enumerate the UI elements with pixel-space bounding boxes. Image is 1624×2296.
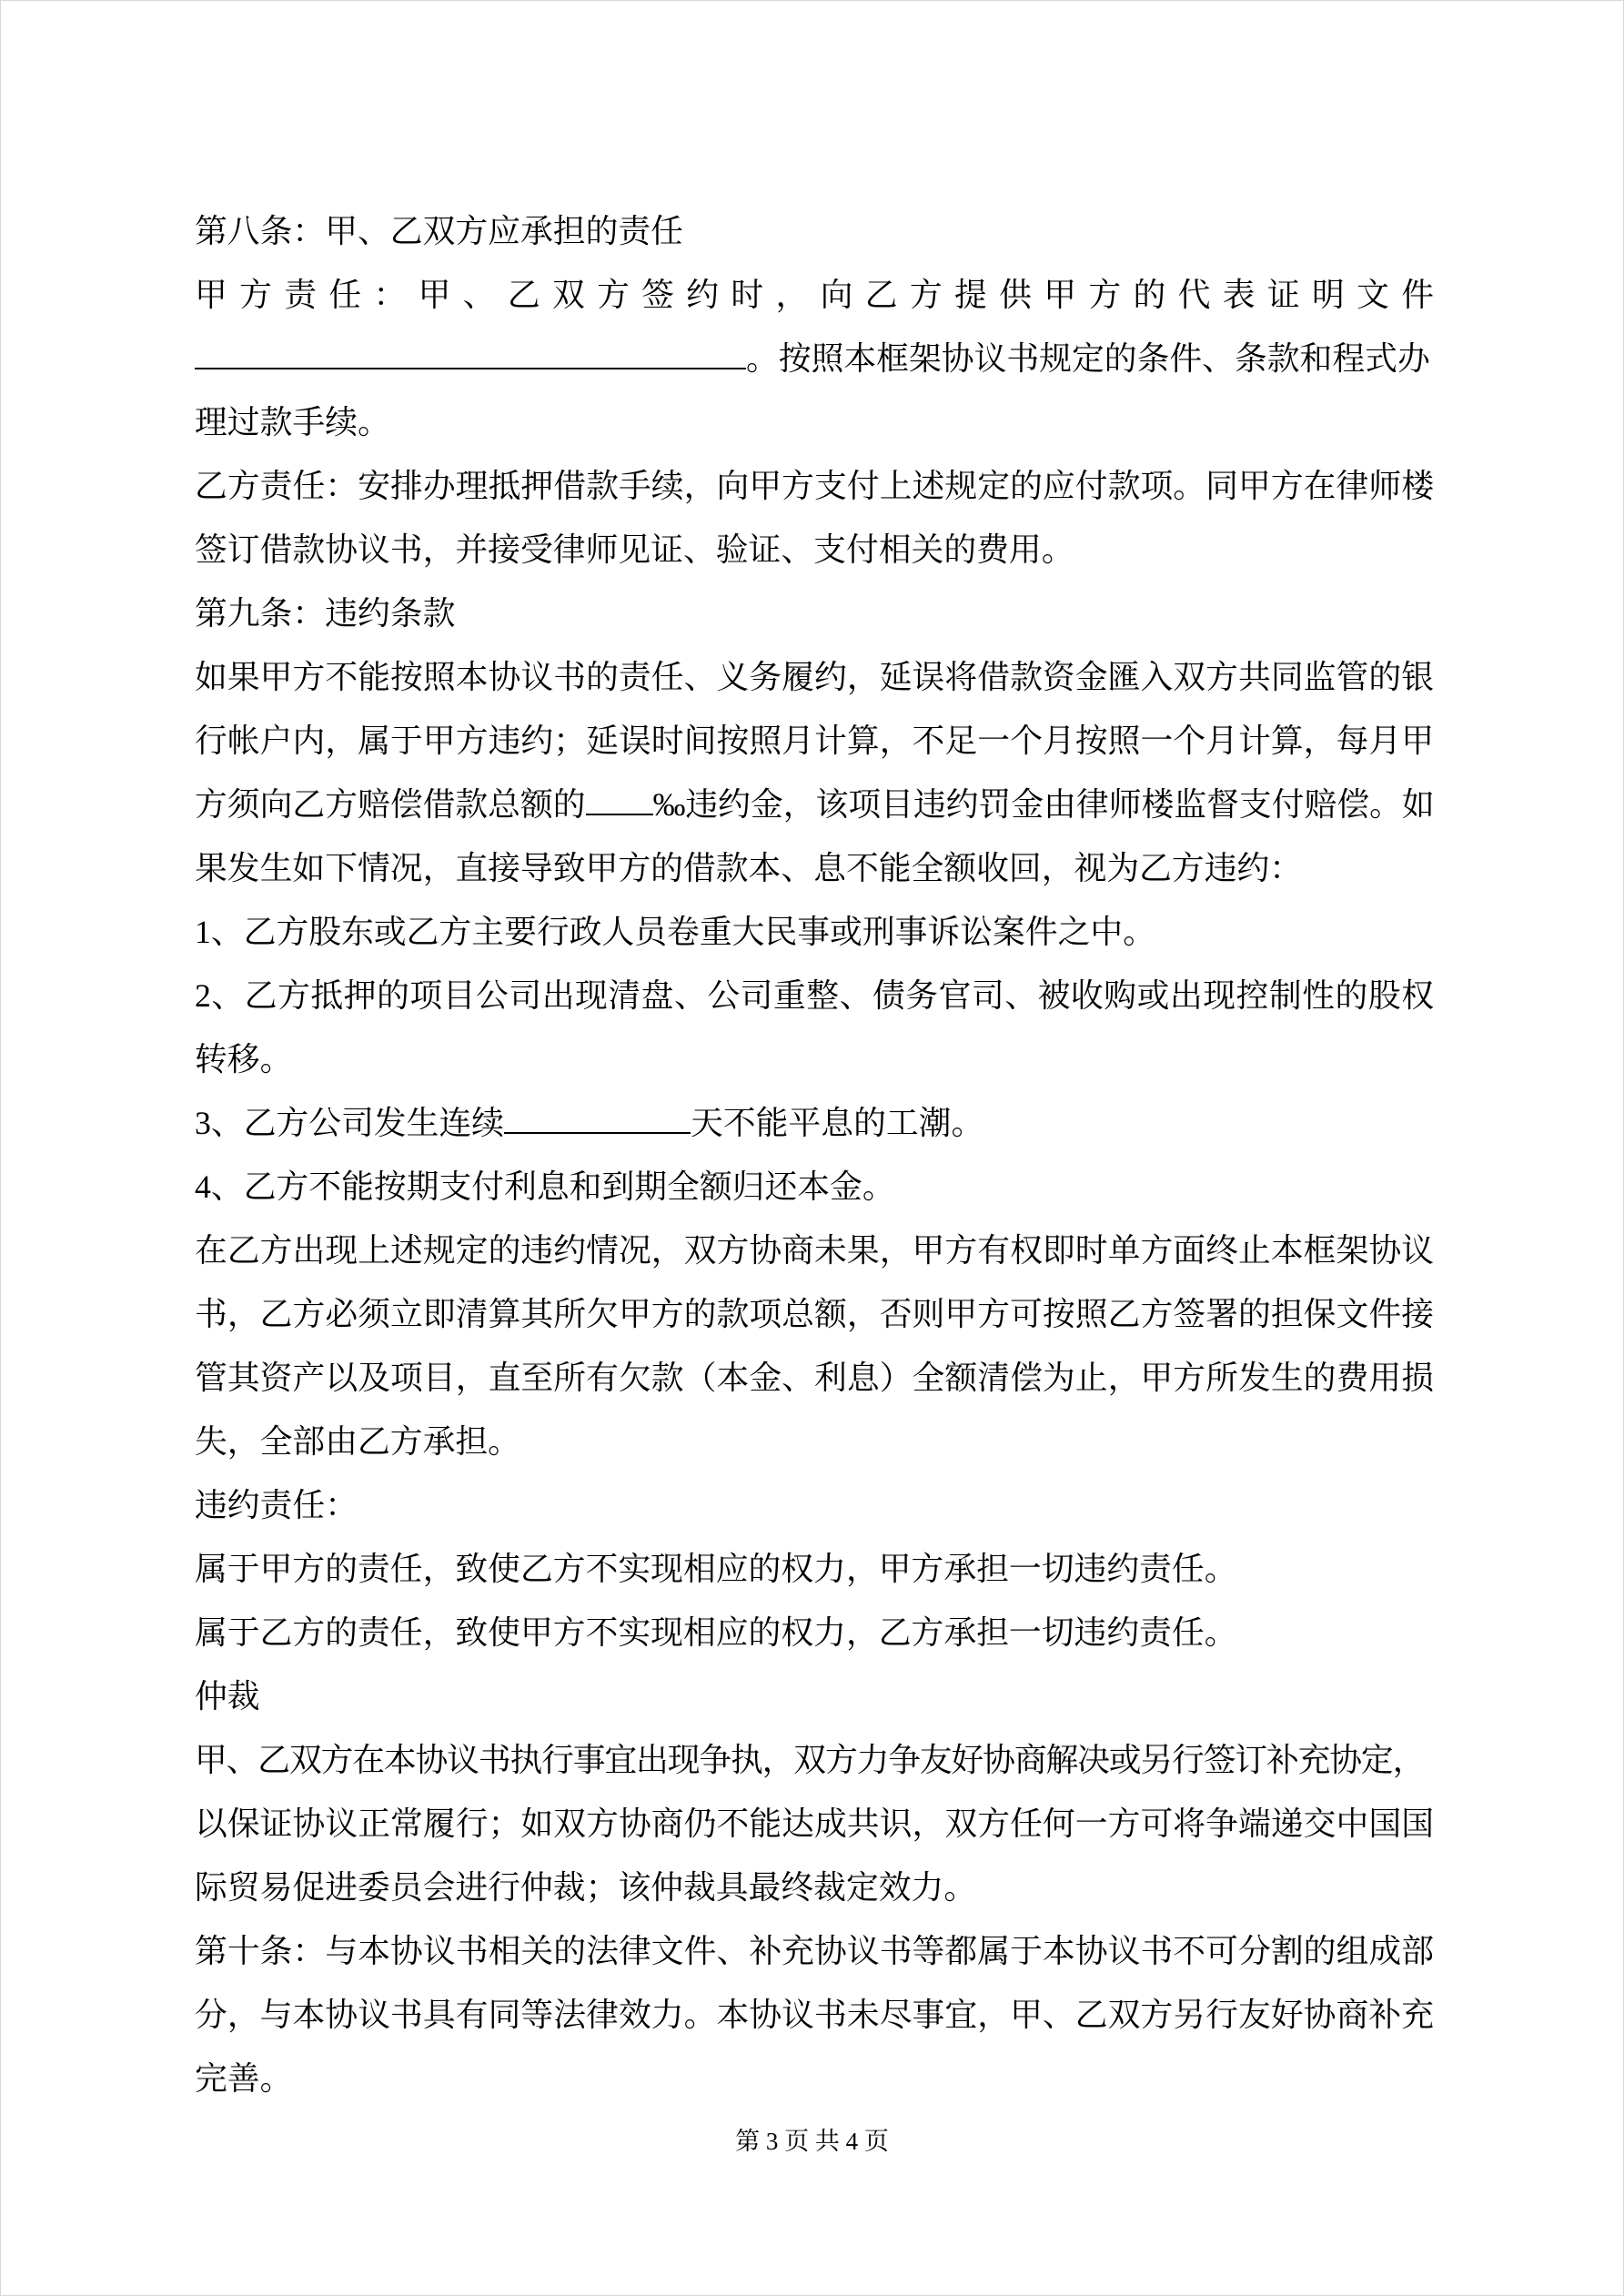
text-line: 属于乙方的责任，致使甲方不实现相应的权力，乙方承担一切违约责任。 [195, 1614, 1237, 1651]
text-line: 属于甲方的责任，致使乙方不实现相应的权力，甲方承担一切违约责任。 [195, 1551, 1237, 1587]
text-line: 签订借款协议书，并接受律师见证、验证、支付相关的费用。 [195, 531, 1074, 568]
text-line: 乙方责任：安排办理抵押借款手续，向甲方支付上述规定的应付款项。同甲方在律师楼 [195, 468, 1434, 504]
clause-8-heading: 第八条：甲、乙双方应承担的责任 [195, 213, 683, 249]
list-item-2: 2、乙方抵押的项目公司出现清盘、公司重整、债务官司、被收购或出现控制性的股权 [195, 977, 1434, 1014]
text-segment: 。按照本框架协议书规定的条件、条款和程式办 [746, 340, 1430, 377]
fill-in-blank-underline [504, 1103, 691, 1134]
document-body [195, 199, 1434, 2110]
text-line [195, 327, 1434, 390]
breach-liability-heading: 违约责任： [195, 1487, 358, 1523]
text-line: 际贸易促进委员会进行仲裁；该仲裁具最终裁定效力。 [195, 1869, 977, 1906]
text-segment: 天不能平息的工潮。 [691, 1105, 984, 1141]
fill-in-blank-underline [586, 784, 653, 815]
list-item-1: 1、乙方股东或乙方主要行政人员卷重大民事或刑事诉讼案件之中。 [195, 914, 1156, 950]
text-line: 行帐户内，属于甲方违约；延误时间按照月计算，不足一个月按照一个月计算，每月甲 [195, 723, 1434, 759]
text-line [195, 773, 1434, 836]
text-segment: 3、乙方公司发生连续 [195, 1105, 505, 1141]
clause-9-heading: 第九条：违约条款 [195, 595, 456, 632]
text-line: 甲、乙双方在本协议书执行事宜出现争执，双方力争友好协商解决或另行签订补充协定， [195, 1742, 1425, 1778]
page-footer: 第 3 页 共 4 页 [735, 2128, 889, 2155]
list-item-4: 4、乙方不能按期支付利息和到期全额归还本金。 [195, 1168, 895, 1205]
text-line: 完善。 [195, 2060, 293, 2097]
list-item-3 [195, 1091, 1434, 1155]
text-line: 失，全部由乙方承担。 [195, 1423, 520, 1460]
text-line: 以保证协议正常履行；如双方协商仍不能达成共识，双方任何一方可将争端递交中国国 [195, 1805, 1434, 1842]
arbitration-heading: 仲裁 [195, 1678, 260, 1714]
text-line: 管其资产以及项目，直至所有欠款（本金、利息）全额清偿为止，甲方所发生的费用损 [195, 1360, 1434, 1396]
fill-in-blank-underline [195, 339, 746, 369]
text-line: 理过款手续。 [195, 404, 390, 440]
text-line: 果发生如下情况，直接导致甲方的借款本、息不能全额收回，视为乙方违约： [195, 850, 1303, 886]
clause-10-heading: 第十条：与本协议书相关的法律文件、补充协议书等都属于本协议书不可分割的组成部 [195, 1933, 1434, 1969]
text-line: 转移。 [195, 1041, 293, 1077]
text-segment: ‰违约金，该项目违约罚金由律师楼监督支付赔偿。如 [652, 786, 1435, 823]
text-line: 甲方责任：甲、乙双方签约时，向乙方提供甲方的代表证明文件 [195, 277, 1434, 313]
text-line: 在乙方出现上述规定的违约情况，双方协商未果，甲方有权即时单方面终止本框架协议 [195, 1232, 1434, 1269]
text-line: 分，与本协议书具有同等法律效力。本协议书未尽事宜，甲、乙双方另行友好协商补充 [195, 1997, 1434, 2033]
text-segment: 方须向乙方赔偿借款总额的 [195, 786, 586, 823]
text-line: 如果甲方不能按照本协议书的责任、义务履约，延误将借款资金匯入双方共同监管的银 [195, 659, 1434, 695]
text-line: 书，乙方必须立即清算其所欠甲方的款项总额，否则甲方可按照乙方签署的担保文件接 [195, 1296, 1434, 1332]
